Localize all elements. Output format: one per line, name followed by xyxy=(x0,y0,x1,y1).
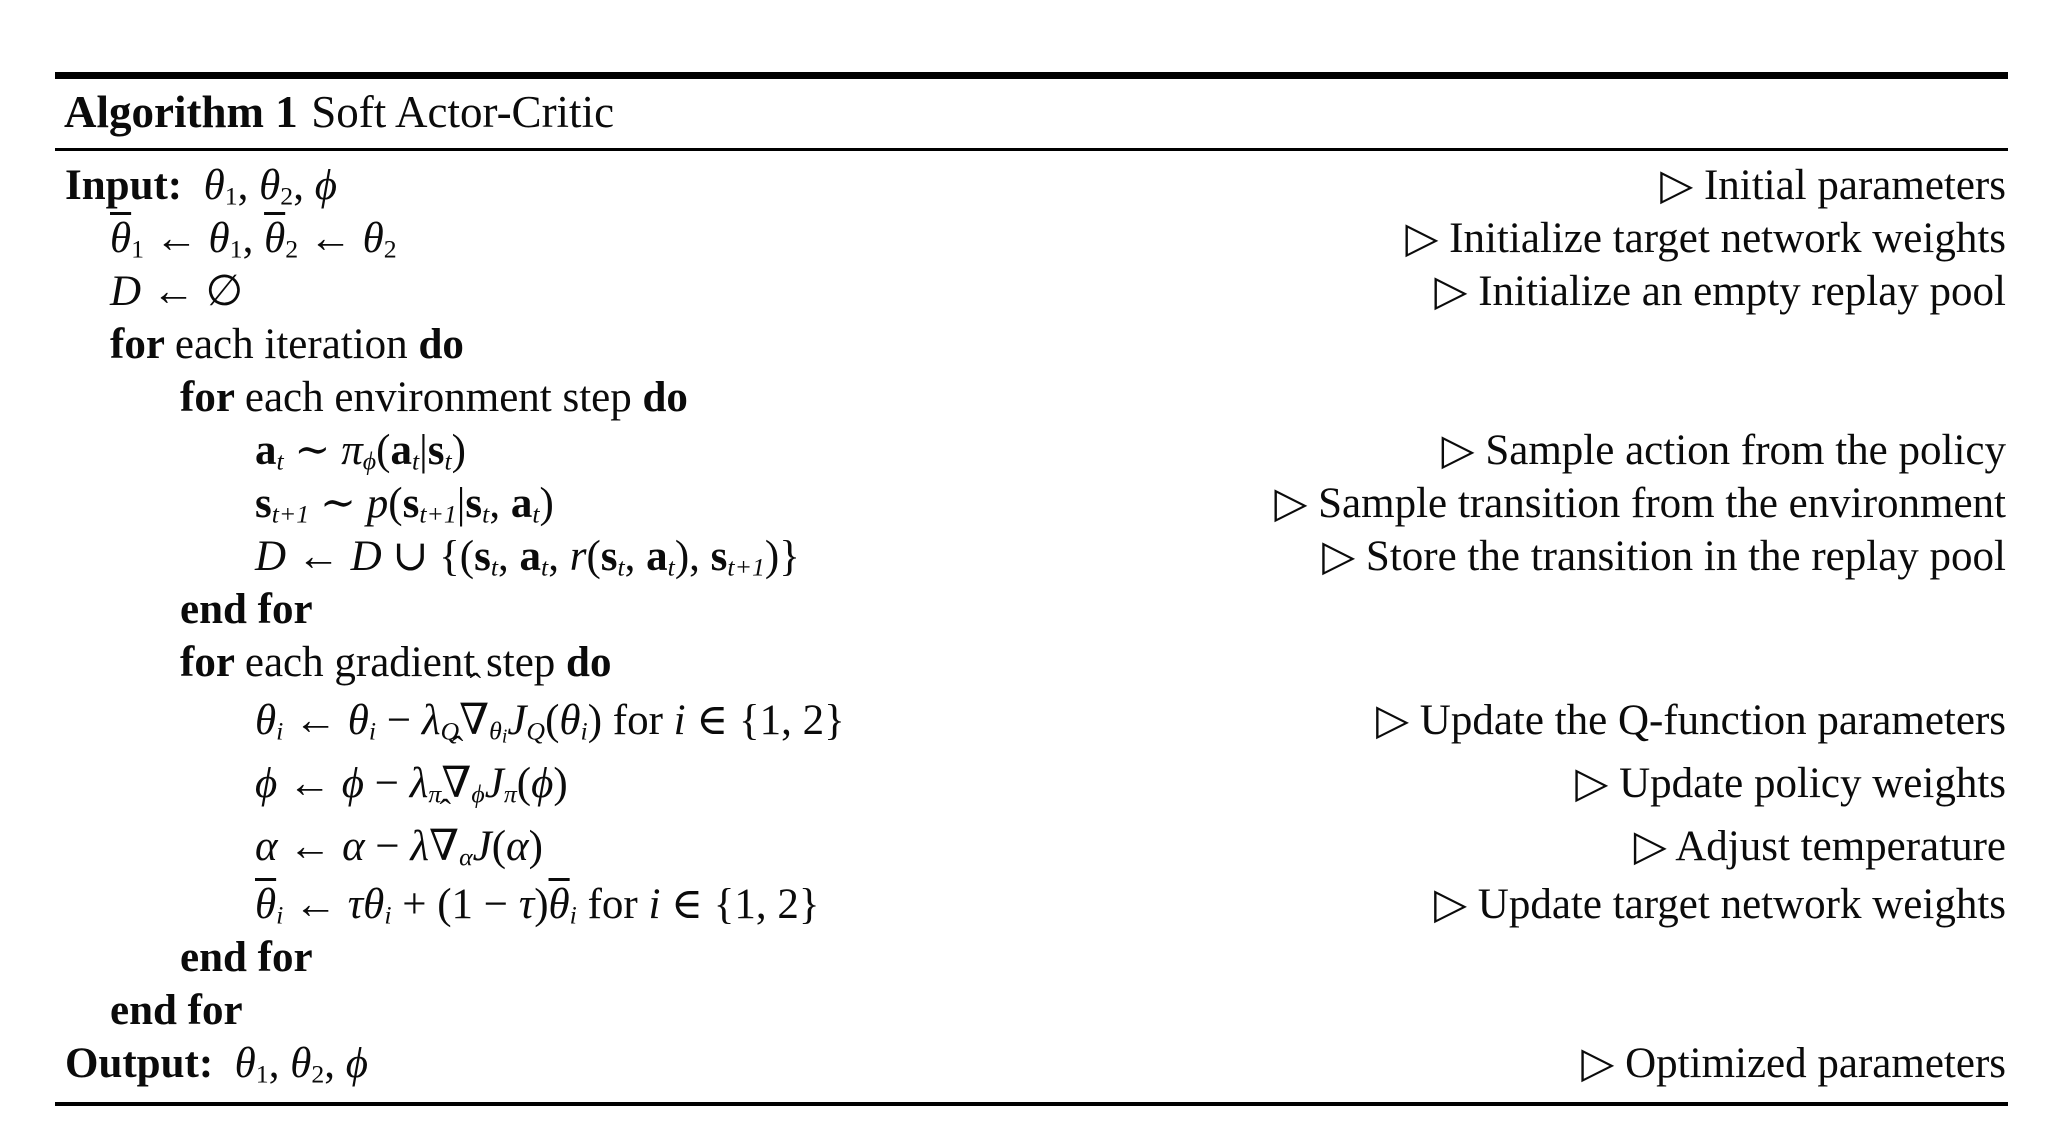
math-token: θ xyxy=(559,696,581,744)
algorithm-label: Algorithm 1 xyxy=(64,87,298,137)
math-token: t+1 xyxy=(419,499,457,529)
comment-marker-icon: ▷ xyxy=(1405,214,1450,262)
math-token: λ xyxy=(410,822,430,870)
math-token: ) for xyxy=(587,696,674,744)
line-comment xyxy=(1434,265,2008,318)
math-token: r xyxy=(569,532,587,580)
math-token: $\overline{\theta}$ xyxy=(264,214,286,262)
math-token: a xyxy=(510,479,533,527)
math-token: J xyxy=(507,696,527,744)
math-token: for xyxy=(180,373,245,421)
line-comment xyxy=(1660,159,2008,212)
algorithm-line xyxy=(55,477,2008,530)
comment-marker-icon: ▷ xyxy=(1575,759,1620,807)
algorithm-line xyxy=(55,159,2008,212)
math-token: | xyxy=(419,426,428,474)
code-expression xyxy=(65,1037,368,1101)
math-token: do xyxy=(566,638,612,686)
math-token: ) xyxy=(539,479,554,527)
math-token: θ xyxy=(290,1039,312,1087)
algorithm-line xyxy=(55,371,2008,424)
math-token: π xyxy=(341,426,363,474)
comment-text: Update the Q-function parameters xyxy=(1419,696,2006,744)
math-token: i xyxy=(673,696,686,744)
math-token: ∪ {( xyxy=(381,532,475,580)
math-token: a xyxy=(255,426,277,474)
math-token: ( xyxy=(516,759,532,807)
math-token: $\overline{\theta}$ xyxy=(110,214,132,262)
math-token: each environment step xyxy=(244,373,643,421)
math-token: | xyxy=(456,479,466,527)
math-token: ( xyxy=(376,426,391,474)
math-token: ← xyxy=(283,880,348,928)
comment-marker-icon: ▷ xyxy=(1433,880,1478,928)
math-token: i xyxy=(501,724,508,747)
math-token: end for xyxy=(180,933,313,981)
math-token: t xyxy=(490,552,499,582)
math-token: θ xyxy=(208,214,230,262)
algorithm-body xyxy=(55,151,2008,1106)
math-token: ) xyxy=(553,759,568,807)
math-token: t xyxy=(617,552,625,582)
math-token: ( xyxy=(545,696,560,744)
line-comment xyxy=(1376,689,2008,752)
algorithm-line xyxy=(55,878,2008,931)
math-token: 1 xyxy=(229,234,243,264)
math-token: do xyxy=(642,373,688,421)
math-token: s xyxy=(710,532,728,580)
math-token: ← xyxy=(277,759,342,807)
math-token: ϕ xyxy=(531,759,554,807)
math-token: for xyxy=(576,880,649,928)
math-token: i xyxy=(276,900,284,930)
math-token: ϕ xyxy=(314,161,337,209)
math-token: Q xyxy=(526,716,546,746)
comment-marker-icon: ▷ xyxy=(1441,426,1486,474)
math-token: ϕ xyxy=(362,446,377,476)
algorithm-title xyxy=(55,72,2008,151)
math-token: t xyxy=(276,446,284,476)
math-token: ← ∅ xyxy=(141,267,244,315)
math-token: D xyxy=(255,532,287,580)
comment-marker-icon: ▷ xyxy=(1581,1039,1626,1087)
code-expression xyxy=(255,878,820,942)
code-expression xyxy=(255,530,800,594)
line-comment xyxy=(1575,752,2008,815)
math-token: t xyxy=(444,446,452,476)
math-token: s xyxy=(427,426,445,474)
line-comment xyxy=(1634,815,2008,878)
math-token: , xyxy=(324,1039,346,1087)
math-token: i xyxy=(648,880,661,928)
math-token: each gradient step xyxy=(244,638,567,686)
line-comment xyxy=(1322,530,2008,583)
comment-text: Initialize target network weights xyxy=(1449,214,2006,262)
math-token: s xyxy=(402,479,420,527)
math-token: i xyxy=(384,900,392,930)
math-token: s xyxy=(465,479,483,527)
algorithm-line xyxy=(55,984,2008,1037)
math-token: θ xyxy=(259,161,281,209)
math-token: each iteration xyxy=(174,320,419,368)
comment-marker-icon: ▷ xyxy=(1633,822,1676,870)
code-expression xyxy=(180,371,688,424)
math-token: J xyxy=(484,759,504,807)
math-token: ϕ xyxy=(255,759,278,807)
algorithm-line xyxy=(55,1037,2008,1090)
math-token: , xyxy=(242,214,265,262)
math-token: Output: xyxy=(65,1039,235,1087)
math-token: i xyxy=(368,716,377,746)
comment-text: Update policy weights xyxy=(1619,759,2006,807)
algorithm-box xyxy=(55,72,2008,1106)
math-token: θ xyxy=(255,696,277,744)
math-token: t xyxy=(541,552,549,582)
code-expression xyxy=(110,984,243,1037)
algorithm-line xyxy=(55,530,2008,583)
math-token: for xyxy=(180,638,245,686)
math-token: ∼ xyxy=(283,426,342,474)
algorithm-line xyxy=(55,636,2008,689)
nabla-hat-symbol: ∇ ˆ xyxy=(459,689,489,752)
math-token: ← xyxy=(277,822,343,870)
math-token: , xyxy=(489,479,511,527)
math-token: ϕ xyxy=(341,759,365,807)
math-token: ← xyxy=(298,214,363,262)
math-token: $\overline{\theta}$ xyxy=(255,880,277,928)
algorithm-line xyxy=(55,689,2008,752)
math-token: ∈ {1, 2} xyxy=(660,880,820,928)
line-comment xyxy=(1442,424,2008,477)
math-token: ← xyxy=(283,696,348,744)
comment-marker-icon: ▷ xyxy=(1322,532,1366,580)
math-token: t xyxy=(482,499,490,529)
comment-text: Sample transition from the environment xyxy=(1318,479,2006,527)
math-token: s xyxy=(474,532,491,580)
math-token: 2 xyxy=(311,1059,325,1089)
math-token: a xyxy=(646,532,668,580)
math-token: , xyxy=(293,161,315,209)
math-token: , xyxy=(268,1039,291,1087)
math-token: ( xyxy=(586,532,601,580)
math-token: π xyxy=(428,779,442,809)
algorithm-name: Soft Actor-Critic xyxy=(311,87,615,137)
math-token: s xyxy=(255,479,272,527)
math-token: , xyxy=(237,161,260,209)
algorithm-line xyxy=(55,318,2008,371)
math-token: i xyxy=(569,900,577,930)
line-comment xyxy=(1405,212,2008,265)
math-token: a xyxy=(519,532,542,580)
math-token: ∼ xyxy=(309,479,367,527)
math-token: i xyxy=(580,716,588,746)
math-token: − xyxy=(376,696,422,744)
math-token: for xyxy=(110,320,175,368)
math-token: 2 xyxy=(280,181,294,211)
math-token: λ xyxy=(421,696,441,744)
math-token: t xyxy=(411,446,420,476)
comment-marker-icon: ▷ xyxy=(1660,161,1704,209)
math-token: , xyxy=(548,532,570,580)
math-token: t+1 xyxy=(271,499,310,529)
math-token: ← xyxy=(144,214,209,262)
line-comment xyxy=(1581,1037,2008,1090)
math-token: τθ xyxy=(347,880,385,928)
math-token: θ xyxy=(489,716,502,746)
algorithm-line xyxy=(55,424,2008,477)
math-token: ← xyxy=(286,532,351,580)
comment-text: Initial parameters xyxy=(1703,161,2006,209)
math-token: ϕ xyxy=(345,1039,368,1087)
comment-text: Update target network weights xyxy=(1477,880,2006,928)
math-token: 1 xyxy=(255,1059,269,1089)
math-token: α xyxy=(342,822,365,870)
math-token: 2 xyxy=(285,234,299,264)
code-expression xyxy=(180,931,313,984)
math-token: θ xyxy=(347,696,369,744)
code-expression xyxy=(180,636,611,689)
math-token: t+1 xyxy=(727,552,765,582)
line-comment xyxy=(1434,878,2008,931)
math-token: $\overline{\theta}$ xyxy=(548,880,570,928)
math-token: π xyxy=(503,779,517,809)
comment-marker-icon: ▷ xyxy=(1375,696,1420,744)
math-token: θ xyxy=(234,1039,256,1087)
math-token: Input: xyxy=(65,161,204,209)
comment-text: Initialize an empty replay pool xyxy=(1478,267,2006,315)
code-expression xyxy=(180,583,313,636)
math-token: ϕ xyxy=(471,779,485,809)
math-token: Q xyxy=(440,716,460,746)
comment-text: Optimized parameters xyxy=(1625,1039,2006,1087)
math-token: t xyxy=(532,499,540,529)
math-token: a xyxy=(390,426,412,474)
math-token: ( xyxy=(388,479,403,527)
math-token: 2 xyxy=(383,234,397,264)
math-token: + (1 − xyxy=(391,880,519,928)
math-token: ) xyxy=(528,822,543,870)
line-comment xyxy=(1274,477,2008,530)
math-token: α xyxy=(506,822,529,870)
comment-marker-icon: ▷ xyxy=(1274,479,1319,527)
code-expression xyxy=(110,265,243,318)
math-token: α xyxy=(255,822,278,870)
math-token: p xyxy=(366,479,389,527)
math-token: ) xyxy=(451,426,466,474)
math-token: i xyxy=(276,716,284,746)
comment-text: Store the transition in the replay pool xyxy=(1365,532,2006,580)
math-token: λ xyxy=(409,759,429,807)
math-token: s xyxy=(600,532,618,580)
nabla-hat-symbol: ∇ ˆ xyxy=(441,752,471,815)
math-token: D xyxy=(110,267,142,315)
comment-marker-icon: ▷ xyxy=(1434,267,1479,315)
math-token: τ xyxy=(518,880,535,928)
comment-text: Sample action from the policy xyxy=(1485,426,2006,474)
math-token: ∈ {1, 2} xyxy=(685,696,845,744)
comment-text: Adjust temperature xyxy=(1675,822,2006,870)
math-token: , xyxy=(498,532,520,580)
math-token: α xyxy=(459,842,473,872)
algorithm-line xyxy=(55,752,2008,815)
math-token: ( xyxy=(491,822,507,870)
math-token: − xyxy=(364,822,411,870)
math-token: 1 xyxy=(131,234,145,264)
math-token: J xyxy=(472,822,492,870)
math-token: end for xyxy=(180,585,313,633)
algorithm-line xyxy=(55,212,2008,265)
math-token: , xyxy=(624,532,647,580)
math-token: end for xyxy=(110,986,243,1034)
math-token: θ xyxy=(362,214,384,262)
math-token: ) xyxy=(534,880,549,928)
math-token: t xyxy=(667,552,675,582)
algorithm-line xyxy=(55,815,2008,878)
math-token: )} xyxy=(764,532,800,580)
math-token: − xyxy=(364,759,410,807)
math-token: θ xyxy=(203,161,225,209)
math-token: D xyxy=(350,532,382,580)
math-token: do xyxy=(418,320,464,368)
code-expression xyxy=(110,318,464,371)
math-token: 1 xyxy=(224,181,238,211)
nabla-hat-symbol: ∇ ˆ xyxy=(429,815,459,878)
math-token: ), xyxy=(674,532,711,580)
